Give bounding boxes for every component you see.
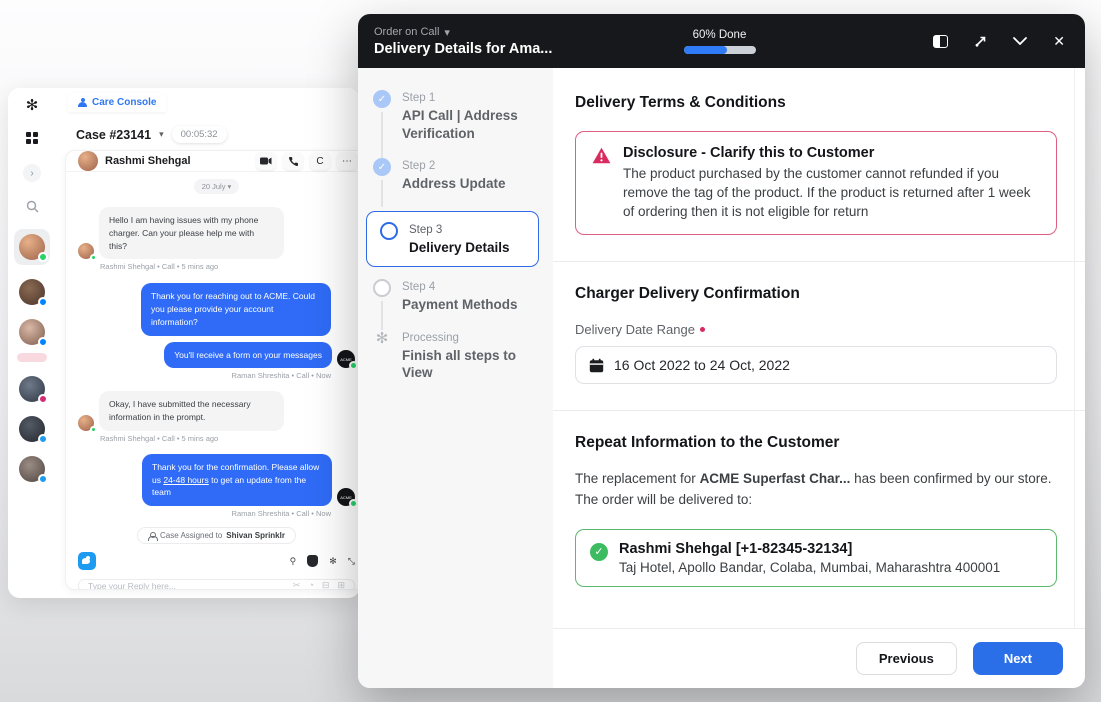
step-title: Finish all steps to View <box>402 347 517 381</box>
section-title-repeat: Repeat Information to the Customer <box>575 434 840 452</box>
section-title-confirmation: Charger Delivery Confirmation <box>575 285 800 303</box>
message-row-incoming <box>78 391 355 431</box>
step-label: Step 1 <box>402 92 436 104</box>
date-divider[interactable]: 20 July ▾ <box>194 179 240 194</box>
modal-header <box>358 14 1085 68</box>
attach-icon[interactable]: ✂ <box>292 580 301 590</box>
whatsapp-badge-icon <box>349 499 358 508</box>
conversation-avatar[interactable] <box>19 416 45 442</box>
conversation-avatar[interactable] <box>19 456 45 482</box>
required-dot <box>700 327 705 332</box>
alert-title: Disclosure - Clarify this to Customer <box>623 145 875 161</box>
step-todo-icon <box>373 279 391 297</box>
instagram-badge-icon <box>38 394 48 404</box>
step-item-processing <box>372 330 541 382</box>
chat-bubble-incoming[interactable]: Okay, I have submitted the necessary information in the prompt. <box>99 391 284 431</box>
workflow-stepper <box>358 68 553 688</box>
minimize-chevron-icon[interactable] <box>1013 37 1027 45</box>
case-title: Case #23141 <box>76 127 152 142</box>
sprinklr-icon[interactable]: ✻ <box>329 555 337 566</box>
message-row-incoming <box>78 207 355 259</box>
contact-avatar <box>78 243 94 259</box>
apps-grid-icon[interactable] <box>26 132 38 144</box>
chat-bubble-outgoing[interactable]: Thank you for reaching out to ACME. Could you please provide your account information? <box>141 283 331 335</box>
message-row-outgoing <box>78 283 355 335</box>
tab-care-console[interactable] <box>68 93 166 112</box>
side-panel-icon[interactable] <box>933 35 948 48</box>
step-title: Payment Methods <box>402 297 518 313</box>
reply-input[interactable] <box>88 581 293 591</box>
search-icon[interactable] <box>26 200 39 213</box>
acme-brand-avatar: ACME <box>337 350 355 368</box>
phone-call-icon[interactable] <box>283 152 303 170</box>
message-meta: Rashmi Shehgal • Call • 5 mins ago <box>100 433 219 443</box>
message-row-outgoing <box>78 454 355 506</box>
workflow-dropdown-icon[interactable]: ▾ <box>444 26 450 39</box>
progress-label: 60% Done <box>692 28 747 41</box>
messenger-badge-icon <box>38 297 48 307</box>
whatsapp-badge-icon <box>90 254 97 261</box>
previous-button[interactable]: Previous <box>856 642 957 675</box>
chat-bubble-outgoing[interactable]: You'll receive a form on your messages <box>164 342 332 369</box>
contact-avatar <box>78 415 94 431</box>
success-check-icon: ✓ <box>590 543 608 561</box>
step-item-2[interactable] <box>372 158 541 207</box>
contact-name: Rashmi Shehgal <box>105 155 191 167</box>
acme-brand-avatar: ACME <box>337 488 355 506</box>
reply-composer[interactable] <box>78 579 355 590</box>
tab-label: Care Console <box>92 96 157 108</box>
step-label: Processing <box>402 331 459 344</box>
case-dropdown-icon[interactable]: ▾ <box>159 129 164 139</box>
modal-title: Delivery Details for Ama... <box>374 40 553 57</box>
modal-footer <box>553 628 1085 688</box>
date-range-label: Delivery Date Range <box>575 322 695 338</box>
expand-icon[interactable]: ⤡ <box>347 555 355 566</box>
message-meta: Raman Shreshita • Call • Now <box>231 509 331 518</box>
date-range-input[interactable] <box>614 357 1043 373</box>
chat-bubble-incoming[interactable]: Hello I am having issues with my phone charger. Can your please help me with this? <box>99 207 284 259</box>
conversation-avatar[interactable] <box>19 319 45 345</box>
sla-timer-badge <box>17 353 47 362</box>
step-content <box>553 68 1085 628</box>
conversation-avatar-active[interactable] <box>14 229 50 265</box>
delivery-address: Taj Hotel, Apollo Bandar, Colaba, Mumbai, Maharashtra 400001 <box>619 559 1001 575</box>
emoji-icon[interactable]: ◔ <box>308 580 314 590</box>
next-button[interactable]: Next <box>973 642 1063 675</box>
contact-avatar <box>78 151 98 171</box>
guided-workflow-modal <box>358 14 1085 688</box>
video-call-icon[interactable] <box>256 152 276 170</box>
message-meta: Rashmi Shehgal • Call • 5 mins ago <box>100 262 219 272</box>
messenger-badge-icon <box>38 337 48 347</box>
section-title-terms: Delivery Terms & Conditions <box>575 94 786 111</box>
step-title: Delivery Details <box>409 239 510 255</box>
alert-body: The product purchased by the customer cannot refunded if you remove the tag of the product. If the product is returned after 1 week of ordering then it is not eligible for return <box>623 166 1031 220</box>
message-row-outgoing <box>78 342 355 369</box>
disclosure-alert <box>575 131 1057 235</box>
care-console-window <box>8 88 360 598</box>
person-icon <box>148 532 156 540</box>
more-options-icon[interactable]: ⋯ <box>337 152 357 170</box>
calendar-icon <box>589 358 604 373</box>
keyboard-icon[interactable]: ⊟ <box>321 580 330 590</box>
scrollbar-gutter[interactable] <box>1074 68 1075 628</box>
left-rail <box>8 88 56 598</box>
apps-icon[interactable]: ⊞ <box>337 580 345 590</box>
delivery-confirmation-card <box>575 529 1057 587</box>
pin-icon[interactable]: ⚲ <box>289 555 297 566</box>
chat-bubble-outgoing[interactable]: Thank you for the confirmation. Please allow us 24-48 hours to get an update from the team <box>142 454 332 506</box>
step-title: Address Update <box>402 176 506 192</box>
case-assignment-note: Case Assigned to Shivan Sprinklr <box>137 527 296 544</box>
step-label: Step 3 <box>409 223 443 236</box>
spinner-icon: ✻ <box>375 329 389 347</box>
sprinklr-logo-icon: ✻ <box>25 97 39 114</box>
expand-window-icon[interactable] <box>974 35 987 48</box>
whatsapp-badge-icon <box>90 426 97 433</box>
twitter-badge-icon <box>38 434 48 444</box>
whatsapp-badge-icon <box>349 361 358 370</box>
refresh-icon[interactable]: C <box>310 152 330 170</box>
whatsapp-badge-icon <box>38 252 48 262</box>
step-item-1[interactable] <box>372 90 541 158</box>
date-range-field[interactable] <box>575 346 1057 384</box>
twitter-channel-icon[interactable] <box>78 552 96 570</box>
message-meta: Raman Shreshita • Call • Now <box>231 371 331 381</box>
step-item-4[interactable] <box>372 279 541 330</box>
twitter-badge-icon <box>38 474 48 484</box>
conversation-avatar[interactable] <box>19 376 45 402</box>
repeat-instruction: The replacement for ACME Superfast Char... has been confirmed by our store. The order will be delivered to: <box>575 471 1052 507</box>
shield-icon[interactable] <box>307 555 318 567</box>
warning-icon <box>592 147 611 221</box>
step-label: Step 4 <box>402 281 436 294</box>
step-active-icon <box>380 222 398 240</box>
step-done-icon: ✓ <box>373 90 391 108</box>
call-timer: 00:05:32 <box>172 126 227 143</box>
hours-link[interactable]: 24-48 hours <box>163 474 209 485</box>
agent-icon <box>78 98 87 107</box>
collapse-rail-icon[interactable]: › <box>23 164 41 182</box>
workflow-context: Order on Call <box>374 26 440 38</box>
chat-panel <box>65 150 360 590</box>
step-title: API Call | Address Verification <box>402 108 518 141</box>
step-label: Step 2 <box>402 160 436 173</box>
customer-name-phone: Rashmi Shehgal [+1-82345-32134] <box>619 540 853 557</box>
conversation-avatar[interactable] <box>19 279 45 305</box>
progress-bar <box>684 46 756 54</box>
close-icon[interactable]: ✕ <box>1053 32 1065 49</box>
step-done-icon: ✓ <box>373 158 391 176</box>
step-item-3-active[interactable] <box>366 211 539 268</box>
